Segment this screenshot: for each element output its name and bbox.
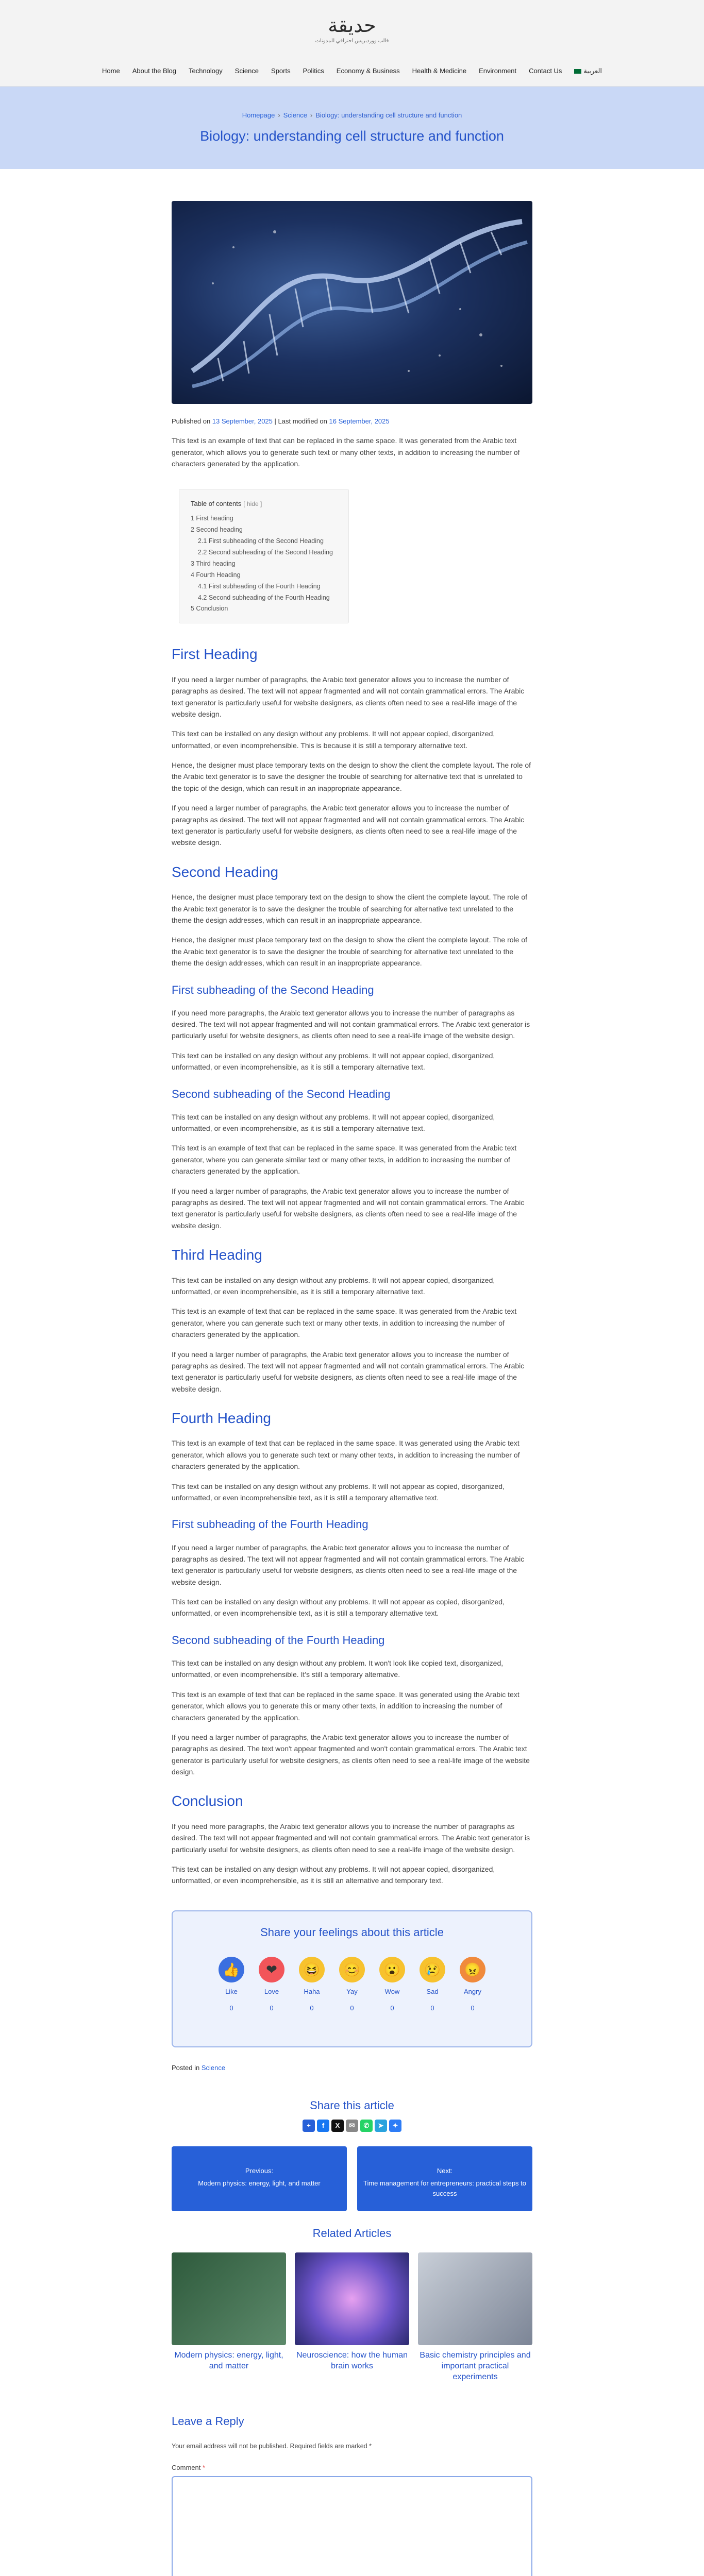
related-card-title[interactable]: Basic chemistry principles and important practical experiments	[420, 2351, 531, 2381]
toc-title: Table of contents	[191, 500, 242, 508]
related-card-title[interactable]: Neuroscience: how the human brain works	[296, 2351, 408, 2370]
subheading-4-1: First subheading of the Fourth Heading	[172, 1518, 368, 1531]
reaction-label: Sad	[426, 1987, 439, 1995]
toc-item[interactable]: 5 Conclusion	[191, 605, 228, 613]
comment-label-text: Comment	[172, 2464, 201, 2472]
related-thumbnail[interactable]	[172, 2252, 286, 2345]
post-meta	[172, 416, 532, 427]
related-list	[172, 2252, 532, 2382]
site-header	[0, 0, 704, 87]
toc-item[interactable]: 4.1 First subheading of the Fourth Heading	[198, 582, 321, 590]
paragraph: This text can be installed on any design without any problems. It will not appear as copied, disorganized, unformatted, or even incomprehensible text, as it is still a temporary alternative text.	[172, 1598, 505, 1618]
site-logo[interactable]	[0, 15, 704, 45]
comment-label	[172, 2463, 532, 2473]
subheading-2-2: Second subheading of the Second Heading	[172, 1087, 391, 1100]
reaction-wow[interactable]	[378, 1957, 407, 2013]
telegram-icon[interactable]: ➤	[375, 2120, 387, 2132]
previous-title: Modern physics: energy, light, and matter	[198, 2179, 321, 2188]
main-nav	[0, 66, 704, 76]
share-title: Share this article	[310, 2098, 394, 2112]
x-icon[interactable]: X	[331, 2120, 344, 2132]
posted-label: Posted in	[172, 2063, 200, 2072]
paragraph: If you need a larger number of paragraphs, the Arabic text generator allows you to increase the number of paragraphs as desired. The text will not appear fragmented and will not contain grammatical errors. The Arabic text generator is particularly useful for website designers, as clients often need to see a real-life image of the website design.	[172, 1350, 525, 1393]
messenger-icon[interactable]: ✦	[389, 2120, 401, 2132]
paragraph: If you need a larger number of paragraphs, the Arabic text generator allows you to increase the number of paragraphs as desired. The text will not appear fragmented and will not contain grammatical errors. The Arabic text generator is particularly useful for website designers, as clients often need to see a real-life image of the website design.	[172, 1187, 525, 1230]
published-date[interactable]: 13 September, 2025	[212, 417, 273, 425]
haha-icon[interactable]: 😆	[299, 1957, 325, 1982]
related-card[interactable]	[295, 2252, 409, 2382]
table-of-contents	[179, 489, 349, 623]
paragraph: This text can be installed on any design without any problems. It will not appear copied, disorganized, unformatted, or even incomprehensible, as it is still an alternative and temporary text.	[172, 1865, 495, 1885]
posted-in	[172, 2063, 532, 2073]
heading-conclusion: Conclusion	[172, 1793, 243, 1809]
comment-textarea[interactable]	[172, 2476, 532, 2576]
related-card[interactable]	[418, 2252, 532, 2382]
page-title: Biology: understanding cell structure and function	[200, 128, 504, 144]
reaction-count: 0	[430, 2004, 434, 2012]
nav-health[interactable]: Health & Medicine	[412, 67, 467, 75]
breadcrumb	[0, 110, 704, 121]
related-card[interactable]	[172, 2252, 286, 2382]
nav-environment[interactable]: Environment	[479, 67, 517, 75]
nav-technology[interactable]: Technology	[189, 67, 223, 75]
reaction-count: 0	[229, 2004, 233, 2012]
toc-header	[191, 499, 337, 509]
paragraph: This text can be installed on any design without any problems. It will not appear copied, disorganized, unformatted, or even incomprehensible, as it is still a temporary alternative text.	[172, 1276, 495, 1296]
related-articles	[172, 2225, 532, 2382]
reaction-label: Angry	[464, 1987, 481, 1995]
next-post-button[interactable]	[357, 2146, 532, 2211]
logo-tagline: قالب ووردبريس احترافي للمدونات	[315, 38, 389, 44]
published-label: Published on	[172, 417, 211, 425]
article	[172, 169, 532, 2576]
reaction-sad[interactable]	[418, 1957, 447, 2013]
toc-item[interactable]: 4.2 Second subheading of the Fourth Heading	[198, 594, 330, 601]
reaction-label: Like	[225, 1987, 238, 1995]
toc-toggle[interactable]: [ hide ]	[243, 500, 262, 508]
reactions-title: Share your feelings about this article	[260, 1925, 444, 1939]
breadcrumb-current: Biology: understanding cell structure and function	[315, 111, 462, 119]
heading-fourth: Fourth Heading	[172, 1410, 272, 1427]
reply-note: Your email address will not be published. Required fields are marked *	[172, 2442, 372, 2450]
modified-label: | Last modified on	[274, 417, 327, 425]
logo-name: حديقة	[328, 14, 376, 37]
whatsapp-icon[interactable]: ✆	[360, 2120, 373, 2132]
reaction-count: 0	[390, 2004, 394, 2012]
reaction-count: 0	[310, 2004, 314, 2012]
reply-title: Leave a Reply	[172, 2414, 244, 2428]
paragraph: This text is an example of text that can be replaced in the same space. It was generated using the Arabic text generator, which allows you to generate such text or many other texts, in addition to increasing the number of characters generated by the application.	[172, 1439, 520, 1471]
paragraph: This text is an example of text that can be replaced in the same space. It was generated from the Arabic text generator, where you can generate such text or many other texts, in addition to increasing the number of characters generated by the application.	[172, 1307, 517, 1339]
share-icons	[172, 2120, 532, 2132]
reaction-label: Wow	[384, 1987, 400, 1995]
related-thumbnail[interactable]	[295, 2252, 409, 2345]
reaction-label: Love	[264, 1987, 279, 1995]
related-thumbnail[interactable]	[418, 2252, 532, 2345]
posted-category-link[interactable]: Science	[201, 2063, 226, 2072]
reactions-row	[173, 1957, 531, 2013]
paragraph: This text can be installed on any design without any problems. It will not appear copied, disorganized, unformatted, or even incomprehensible. This is because it is still a temporary alternative text.	[172, 730, 495, 750]
like-icon[interactable]: 👍	[219, 1957, 244, 1982]
facebook-icon[interactable]: f	[317, 2120, 329, 2132]
paragraph: If you need a larger number of paragraphs, the Arabic text generator allows you to increase the number of paragraphs as desired. The text will not appear fragmented and will not contain grammatical errors. The Arabic text generator is particularly useful for website designers, as clients often need to see a real-life image of the website design.	[172, 675, 525, 718]
nav-home[interactable]: Home	[102, 67, 120, 75]
heading-first: First Heading	[172, 646, 258, 663]
paragraph: If you need more paragraphs, the Arabic text generator allows you to increase the number of paragraphs as desired. The text will not appear fragmented and will not contain grammatical errors. The Arabic text generator is particularly useful for website designers, as clients often need to see a real-life image of the website design.	[172, 1822, 530, 1854]
heading-third: Third Heading	[172, 1247, 262, 1263]
breadcrumb-category[interactable]: Science	[283, 111, 307, 119]
previous-label: Previous:	[245, 2167, 274, 2175]
reaction-count: 0	[350, 2004, 354, 2012]
paragraph: Hence, the designer must place temporary texts on the design to show the client the complete layout. The role of the Arabic text generator is to save the designer the trouble of searching for alternative text that is unrelated to the topic of the design, which can result in an inappropriate appearance.	[172, 761, 531, 792]
page-hero	[0, 87, 704, 169]
related-title: Related Articles	[312, 2227, 392, 2240]
subheading-4-2: Second subheading of the Fourth Heading	[172, 1633, 385, 1647]
paragraph: If you need a larger number of paragraphs, the Arabic text generator allows you to increase the number of paragraphs as desired. The text will not appear fragmented and will not contain grammatical errors. The Arabic text generator is particularly useful for website designers, as clients often need to see a real-life image of the website design.	[172, 804, 525, 847]
reaction-yay[interactable]	[338, 1957, 366, 2013]
yay-icon[interactable]: 😊	[339, 1957, 365, 1982]
dna-helix-graphic	[172, 201, 532, 404]
toc-item[interactable]: 4 Fourth Heading	[191, 571, 241, 579]
reaction-like[interactable]	[217, 1957, 246, 2013]
paragraph: This text can be installed on any design without any problems. It will not appear copied, disorganized, unformatted, or even incomprehensible, as it is still a temporary alternative text.	[172, 1051, 495, 1072]
next-label: Next:	[437, 2167, 453, 2175]
toc-item[interactable]: 3 Third heading	[191, 560, 236, 567]
related-card-title[interactable]: Modern physics: energy, light, and matter	[174, 2351, 283, 2370]
intro-paragraph: This text is an example of text that can be replaced in the same space. It was generated from the Arabic text generator, which allows you to generate such text or many other texts, in addition to increasing the number of characters generated by the application.	[172, 436, 520, 468]
previous-post-button[interactable]	[172, 2146, 347, 2211]
paragraph: If you need a larger number of paragraphs, the Arabic text generator allows you to increase the number of paragraphs as desired. The text will not appear fragmented and will not contain grammatical errors. The Arabic text generator is particularly useful for website designers, as clients often need to see a real-life image of the website design.	[172, 1543, 525, 1586]
toc-item[interactable]: 1 First heading	[191, 515, 233, 522]
next-title: Time management for entrepreneurs: practical steps to success	[363, 2179, 526, 2198]
paragraph: This text is an example of text that can be replaced in the same space. It was generated using the Arabic text generator, which allows you to generate this or many other texts, in addition to increasing the number of characters generated by the application.	[172, 1690, 519, 1722]
reaction-count: 0	[270, 2004, 274, 2012]
paragraph: Hence, the designer must place temporary text on the design to show the client the complete layout. The role of the Arabic text generator is to save the designer the trouble of searching for alternative text unrelated to the theme the design addresses, which can result in an inappropriate appearance.	[172, 936, 528, 968]
post-navigation	[172, 2146, 532, 2211]
toc-item[interactable]: 2 Second heading	[191, 526, 243, 534]
paragraph: If you need more paragraphs, the Arabic text generator allows you to increase the number of paragraphs as desired. The text will not appear fragmented and will not contain grammatical errors. The Arabic text generator is particularly useful for website designers, as clients often need to see a real-life image of the website design.	[172, 1008, 530, 1040]
love-icon[interactable]: ❤	[259, 1957, 284, 1982]
nav-sports[interactable]: Sports	[271, 67, 291, 75]
paragraph: This text is an example of text that can be replaced in the same space. It was generated from the Arabic text generator, where you can generate similar text or many other texts, in addition to increasing the number of characters generated by the application.	[172, 1144, 517, 1176]
paragraph: This text can be installed on any design without any problems. It will not appear as copied, disorganized, unformatted, or even incomprehensible text, as it is still a temporary alternative text.	[172, 1482, 505, 1502]
toc-item[interactable]: 2.2 Second subheading of the Second Heading	[198, 549, 333, 556]
breadcrumb-separator: ›	[310, 111, 313, 119]
comment-form	[172, 2413, 532, 2576]
add-icon[interactable]: +	[303, 2120, 315, 2132]
paragraph: This text can be installed on any design without any problem. It won't look like copied text, disorganized, unformatted, or even incomprehensible. It's still a temporary alternative.	[172, 1658, 504, 1679]
paragraph: Hence, the designer must place temporary text on the design to show the client the complete layout. The role of the Arabic text generator is to save the designer the trouble of searching for alternative text unrelated to the theme the design addresses, which can result in an inappropriate appearance.	[172, 893, 528, 924]
nav-politics[interactable]: Politics	[303, 67, 324, 75]
reaction-love[interactable]	[257, 1957, 286, 2013]
email-icon[interactable]: ✉	[346, 2120, 358, 2132]
required-mark: *	[202, 2464, 206, 2472]
reaction-count: 0	[471, 2004, 475, 2012]
reaction-label: Yay	[346, 1987, 358, 1995]
modified-date[interactable]: 16 September, 2025	[329, 417, 390, 425]
nav-about[interactable]: About the Blog	[132, 67, 176, 75]
nav-science[interactable]: Science	[234, 67, 259, 75]
nav-language[interactable]	[574, 66, 602, 76]
nav-contact[interactable]: Contact Us	[529, 67, 562, 75]
toc-item[interactable]: 2.1 First subheading of the Second Heading	[198, 537, 324, 545]
reaction-haha[interactable]	[297, 1957, 326, 2013]
reactions-box	[172, 1910, 532, 2047]
subheading-2-1: First subheading of the Second Heading	[172, 983, 374, 996]
language-label: العربية	[583, 67, 602, 75]
featured-image	[172, 201, 532, 404]
wow-icon[interactable]: 😮	[379, 1957, 405, 1982]
paragraph: If you need a larger number of paragraphs, the Arabic text generator allows you to increase the number of paragraphs as desired. The text won't appear fragmented and won't contain grammatical errors. The Arabic text generator is particularly useful for website designers, as clients often need to see a real-life image of the website design.	[172, 1733, 530, 1776]
sad-icon[interactable]: 😢	[420, 1957, 445, 1982]
breadcrumb-home[interactable]: Homepage	[242, 111, 275, 119]
breadcrumb-separator: ›	[278, 111, 280, 119]
saudi-flag-icon	[574, 69, 581, 74]
reaction-label: Haha	[304, 1987, 320, 1995]
reaction-angry[interactable]	[458, 1957, 487, 2013]
heading-second: Second Heading	[172, 863, 279, 880]
angry-icon[interactable]: 😠	[460, 1957, 485, 1982]
paragraph: This text can be installed on any design without any problems. It will not appear copied, disorganized, unformatted, or even incomprehensible, as it is still a temporary alternative text.	[172, 1112, 495, 1133]
nav-economy[interactable]: Economy & Business	[336, 67, 400, 75]
share-section	[172, 2097, 532, 2132]
